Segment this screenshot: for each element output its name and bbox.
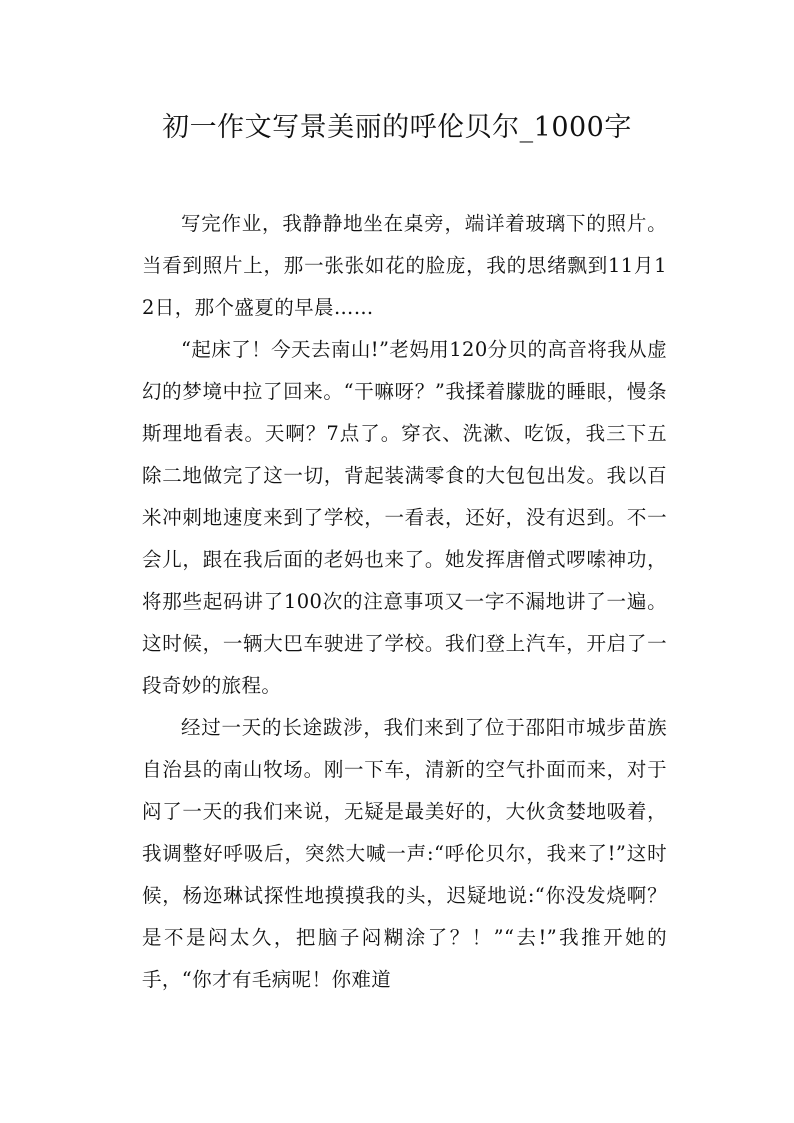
document-title: 初一作文写景美丽的呼伦贝尔_1000字 xyxy=(162,112,632,143)
paragraph-2: “起床了！今天去南山!”老妈用120分贝的高音将我从虚幻的梦境中拉了回来。“干嘛呀？”我揉着朦胧的睡眼，慢条斯理地看表。天啊？7点了。穿衣、洗漱、吃饭，我三下五除二地做完了这一切，背起装满零食的大包包出发。我以百米冲刺地速度来到了学校，一看表，还好，没有迟到。不一会儿，跟在我后面的老妈也来了。她发挥唐僧式啰嗦神功，将那些起码讲了100次的注意事项又一字不漏地讲了一遍。这时候，一辆大巴车驶进了学校。我们登上汽车，开启了一段奇妙的旅程。 xyxy=(142,338,667,697)
paragraph-3: 经过一天的长途跋涉，我们来到了位于邵阳市城步苗族自治县的南山牧场。刚一下车，清新的空气扑面而来，对于闷了一天的我们来说，无疑是最美好的，大伙贪婪地吸着，我调整好呼吸后，突然大喊一声:“呼伦贝尔，我来了!”这时候，杨迩琳试探性地摸摸我的头，迟疑地说:“你没发烧啊？是不是闷太久，把脑子闷糊涂了？！”“去!”我推开她的手，“你才有毛病呢！你难道 xyxy=(142,716,667,991)
document-body xyxy=(142,203,667,1001)
paragraph-1: 写完作业，我静静地坐在桌旁，端详着玻璃下的照片。当看到照片上，那一张张如花的脸庞，我的思绪飘到11月12日，那个盛夏的早晨…… xyxy=(142,212,667,319)
